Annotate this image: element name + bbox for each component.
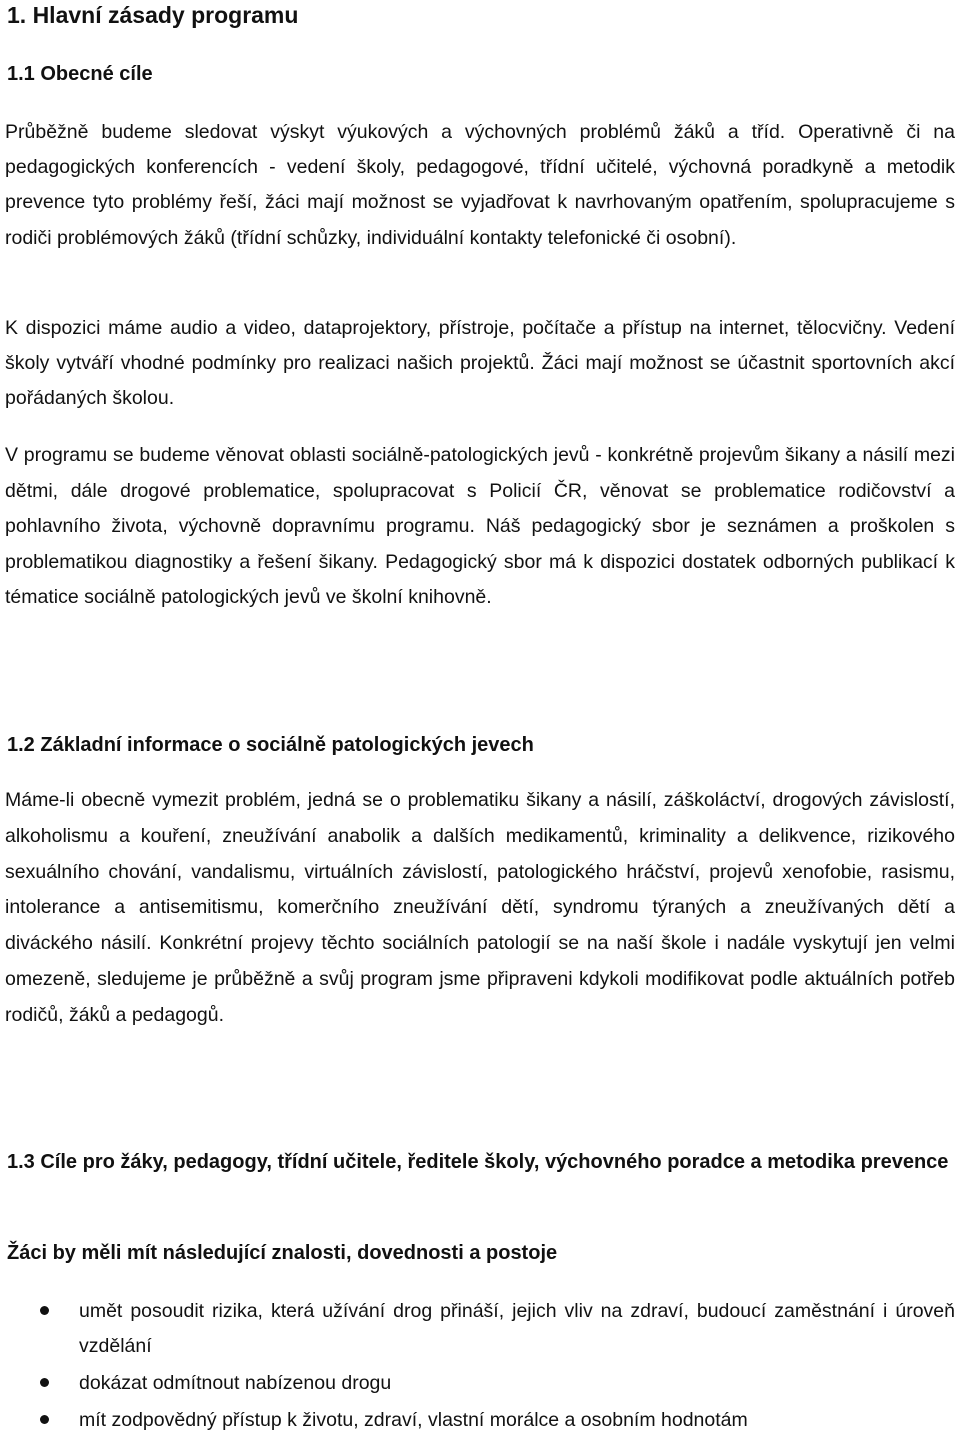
list-item-text: umět posoudit rizika, která užívání drog přináší, jejich vliv na zdraví, budoucí zaměstnání i úroveň vzdělání — [79, 1300, 955, 1357]
list-item-text: mít zodpovědný přístup k životu, zdraví, vlastní morálce a osobním hodnotám — [79, 1409, 748, 1431]
section-1-3-subheading: Žáci by měli mít následující znalosti, dovednosti a postoje — [7, 1242, 558, 1264]
paragraph-basic-information: Máme-li obecně vymezit problém, jedná se o problematiku šikany a násilí, záškoláctví, drogových závislostí, alkoholismu a kouření, zneužívání anabolik a dalších medikamentů, kriminality a delikvence, rizikového sexuálního chování, vandalismu, virtuálních závislostí, patologického hráčství, projevů xenofobie, rasismu, intolerance a antisemitismu, komerčního zneužívání dětí, syndromu týraných a zneužívaných dětí a diváckého násilí. Konkrétní projevy těchto sociálních patologií se na naší škole i nadále vyskytují jen velmi omezeně, sledujeme je průběžně a svůj program jsme připraveni kdykoli modifikovat podle aktuálních potřeb rodičů, žáků a pedagogů. — [5, 789, 955, 1026]
section-1-2-heading: 1.2 Základní informace o sociálně patologických jevech — [7, 734, 534, 756]
student-goals-list — [0, 1294, 960, 1440]
paragraph-program-focus: V programu se budeme věnovat oblasti sociálně-patologických jevů - konkrétně projevům šikany a násilí mezi dětmi, dále drogové problematice, spolupracovat s Policií ČR, věnovat se problematice rodičovství a pohlavního života, výchovně dopravnímu programu. Náš pedagogický sbor je seznámen a proškolen s problematikou diagnostiky a řešení šikany. Pedagogický sbor má k dispozici dostatek odborných publikací k tématice sociálně patologických jevů ve školní knihovně. — [5, 444, 955, 608]
paragraph-equipment: K dispozici máme audio a video, dataprojektory, přístroje, počítače a přístup na internet, tělocvičny. Vedení školy vytváří vhodné podmínky pro realizaci našich projektů. Žáci mají možnost se účastnit sportovních akcí pořádaných školou. — [5, 317, 955, 409]
bullet-icon — [40, 1378, 49, 1387]
list-item — [0, 1403, 955, 1438]
section-1-3-heading: 1.3 Cíle pro žáky, pedagogy, třídní učitele, ředitele školy, výchovného poradce a metodika prevence — [7, 1151, 949, 1173]
main-heading: 1. Hlavní zásady programu — [7, 2, 299, 28]
bullet-icon — [40, 1306, 49, 1315]
section-1-1-heading: 1.1 Obecné cíle — [7, 63, 153, 85]
paragraph-general-goals: Průběžně budeme sledovat výskyt výukových a výchovných problémů žáků a tříd. Operativně či na pedagogických konferencích - vedení školy, pedagogové, třídní učitelé, výchovná poradkyně a metodik prevence tyto problémy řeší, žáci mají možnost se vyjadřovat k navrhovaným opatřením, spolupracujeme s rodiči problémových žáků (třídní schůzky, individuální kontakty telefonické či osobní). — [5, 121, 955, 249]
list-item — [0, 1294, 955, 1364]
bullet-icon — [40, 1415, 49, 1424]
list-item — [0, 1366, 955, 1401]
list-item-text: dokázat odmítnout nabízenou drogu — [79, 1372, 392, 1394]
